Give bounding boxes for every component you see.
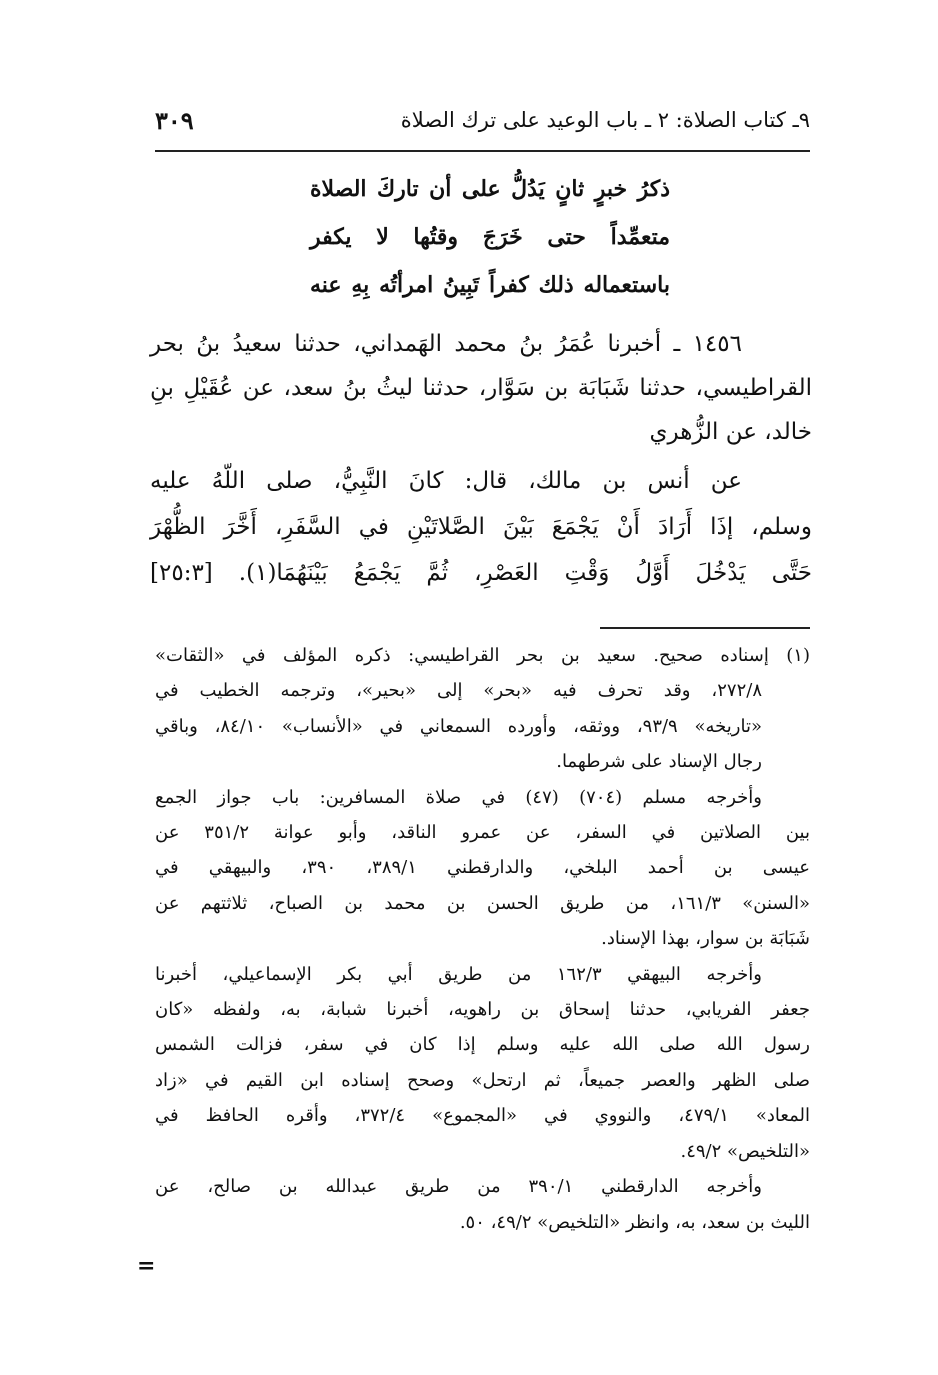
footnote-line: «التلخيص» ٤٩/٢. bbox=[680, 1140, 810, 1162]
footnote-line: (١) إسناده صحيح. سعيد بن بحر القراطيسي: ذكره المؤلف في «الثقات» bbox=[155, 645, 810, 666]
running-header bbox=[155, 100, 810, 140]
isnad-line: خالد، عن الزُّهري bbox=[649, 419, 812, 445]
footnote-line: وأخرجه البيهقي ١٦٢/٣ من طريق أبي بكر الإسماعيلي، أخبرنا bbox=[155, 963, 762, 985]
matn-line-last bbox=[150, 550, 812, 596]
chapter-heading-line: باستعماله ذلك كفراً تَبِينُ امرأتُه بِهِ عنه bbox=[310, 272, 670, 298]
isnad-line: القراطيسي، حدثنا شَبَابَة بن سَوَّار، حدثنا ليثُ بنُ سعد، عن عُقَيْلِ بنِ bbox=[150, 375, 812, 401]
footnote-line: جعفر الفريابي، حدثنا إسحاق بن راهويه، أخبرنا شبابة، به، ولفظه «كان bbox=[155, 999, 810, 1021]
chapter-heading-line: متعمِّداً حتى خَرَجَ وقتُها لا يكفر bbox=[310, 224, 670, 250]
footnotes bbox=[155, 638, 810, 1240]
hadith-text bbox=[150, 322, 812, 596]
footnote-line: وأخرجه مسلم (٧٠٤) (٤٧) في صلاة المسافرين: باب جواز الجمع bbox=[155, 786, 762, 808]
footnote-line: شَبَابَة بن سوار، بهذا الإسناد. bbox=[601, 928, 810, 950]
matn-line: وسلم، إذَا أَرَادَ أَنْ يَجْمَعَ بَيْنَ الصَّلاتَيْنِ في السَّفَرِ، أَخَّرَ الظُّهْرَ bbox=[150, 514, 812, 540]
hadith-reference: [٢٥:٣] bbox=[150, 560, 213, 586]
chapter-heading bbox=[310, 165, 670, 309]
page-number: ٣٠٩ bbox=[155, 105, 194, 135]
footnote-line: المعاد» ٤٧٩/١، والنووي في «المجموع» ٣٧٢/٤، وأقره الحافظ في bbox=[155, 1105, 810, 1127]
footnote-line: وأخرجه الدارقطني ٣٩٠/١ من طريق عبدالله بن صالح، عن bbox=[155, 1176, 762, 1198]
matn-line-text: حَتَّى يَدْخُلَ أَوَّلُ وَقْتِ العَصْرِ، ثُمَّ يَجْمَعُ بَيْنَهُمَا(١). bbox=[238, 560, 812, 586]
chapter-heading-line: ذكرُ خبرٍ ثانٍ يَدُلُّ على أن تاركَ الصلاة bbox=[310, 176, 670, 202]
footnote-line: صلى الظهر والعصر جميعاً، ثم ارتحل» وصحح إسناده ابن القيم في «زاد bbox=[155, 1069, 810, 1091]
footnote-line: ٢٧٢/٨، وقد تحرف فيه «بحر» إلى «بحير»، وترجمه الخطيب في bbox=[155, 680, 762, 702]
footnote-line: بين الصلاتين في السفر، عن عمرو الناقد، وأبو عوانة ٣٥١/٢ عن bbox=[155, 822, 810, 844]
footnote-line: الليث بن سعد، به، وانظر «التلخيص» ٤٩/٢، ٥٠. bbox=[459, 1211, 810, 1233]
running-title: ٩ـ كتاب الصلاة: ٢ ـ باب الوعيد على ترك الصلاة bbox=[400, 108, 810, 132]
continuation-mark: = bbox=[137, 1253, 156, 1279]
footnote-line: «تاريخه» ٩٣/٩، ووثقه، وأورده السمعاني في «الأنساب» ٨٤/١٠، وباقي bbox=[155, 715, 763, 737]
footnote-line: رجال الإسناد على شرطهما. bbox=[556, 751, 762, 773]
header-rule bbox=[155, 150, 810, 152]
isnad-line: ١٤٥٦ ـ أخبرنا عُمَرُ بنُ محمد الهَمداني، حدثنا سعيدُ بنُ بحر bbox=[150, 331, 742, 357]
footnote-line: رسول الله صلى الله عليه وسلم إذا كان في سفر، فزالت الشمس bbox=[155, 1034, 810, 1056]
footnote-line: عيسى بن أحمد البلخي، والدارقطني ٣٨٩/١، ٣٩٠، والبيهقي في bbox=[155, 857, 811, 879]
footnote-line: «السنن» ١٦١/٣، من طريق الحسن بن محمد بن الصباح، ثلاثتهم عن bbox=[155, 892, 810, 914]
matn-line: عن أنس بن مالك، قال: كانَ النَّبِيُّ، صلى اللّهُ عليه bbox=[150, 468, 742, 494]
footnote-rule bbox=[600, 627, 810, 629]
